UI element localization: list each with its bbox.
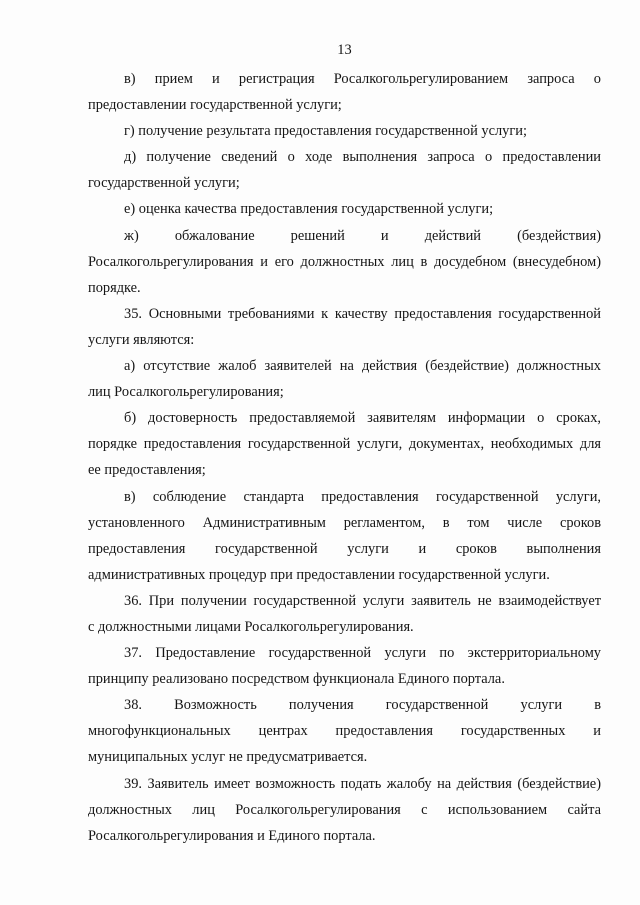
text-line: услуги являются:: [88, 331, 195, 348]
text-line: ж) обжалование решений и действий (бездействия): [124, 227, 601, 244]
text-line: в) соблюдение стандарта предоставления государственной услуги,: [124, 488, 601, 505]
paragraph-item: [88, 144, 601, 196]
text-line: предоставления государственной услуги и сроков выполнения: [88, 540, 601, 557]
text-line: е) оценка качества предоставления государственной услуги;: [124, 201, 494, 218]
text-line: порядке.: [88, 279, 141, 296]
document-body: [88, 66, 601, 849]
text-line: должностных лиц Росалкогольрегулирования с использованием сайта: [88, 801, 601, 818]
paragraph-item: [88, 771, 601, 849]
paragraph-item: [88, 640, 601, 692]
text-line: 37. Предоставление государственной услуги по экстерриториальному: [124, 645, 601, 662]
paragraph-item: [88, 692, 601, 770]
paragraph-item: [88, 223, 601, 301]
text-line: ее предоставления;: [88, 462, 206, 479]
text-line: д) получение сведений о ходе выполнения запроса о предоставлении: [124, 149, 601, 166]
text-line: порядке предоставления государственной услуги, документах, необходимых для: [88, 436, 601, 453]
text-line: 39. Заявитель имеет возможность подать жалобу на действия (бездействие): [124, 775, 601, 792]
text-line: а) отсутствие жалоб заявителей на действия (бездействие) должностных: [124, 358, 601, 375]
text-line: 36. При получении государственной услуги заявитель не взаимодействует: [124, 592, 601, 609]
text-line: административных процедур при предоставлении государственной услуги.: [88, 566, 550, 583]
text-line: предоставлении государственной услуги;: [88, 97, 342, 114]
paragraph-item: [88, 353, 601, 405]
paragraph-item: [88, 66, 601, 118]
text-line: государственной услуги;: [88, 175, 240, 192]
text-line: б) достоверность предоставляемой заявителям информации о сроках,: [124, 410, 601, 427]
paragraph-item: [88, 196, 601, 222]
text-line: 35. Основными требованиями к качеству предоставления государственной: [124, 305, 601, 322]
text-line: 38. Возможность получения государственной услуги в: [124, 697, 601, 714]
text-line: муниципальных услуг не предусматривается.: [88, 749, 368, 766]
paragraph-item: [88, 118, 601, 144]
text-line: в) прием и регистрация Росалкогольрегулированием запроса о: [124, 71, 601, 87]
text-line: с должностными лицами Росалкогольрегулирования.: [88, 618, 414, 635]
paragraph-item: [88, 588, 601, 640]
page-number: 13: [337, 42, 352, 58]
paragraph-item: [88, 301, 601, 353]
text-line: лиц Росалкогольрегулирования;: [88, 384, 284, 401]
text-line: установленного Административным регламентом, в том числе сроков: [88, 514, 601, 531]
paragraph-item: [88, 405, 601, 483]
text-line: принципу реализовано посредством функционала Единого портала.: [88, 671, 505, 688]
text-line: Росалкогольрегулирования и Единого портала.: [88, 827, 376, 844]
text-line: многофункциональных центрах предоставления государственных и: [88, 723, 601, 740]
text-line: г) получение результата предоставления государственной услуги;: [124, 123, 527, 140]
paragraph-item: [88, 484, 601, 588]
text-line: Росалкогольрегулирования и его должностных лиц в досудебном (внесудебном): [88, 253, 601, 270]
